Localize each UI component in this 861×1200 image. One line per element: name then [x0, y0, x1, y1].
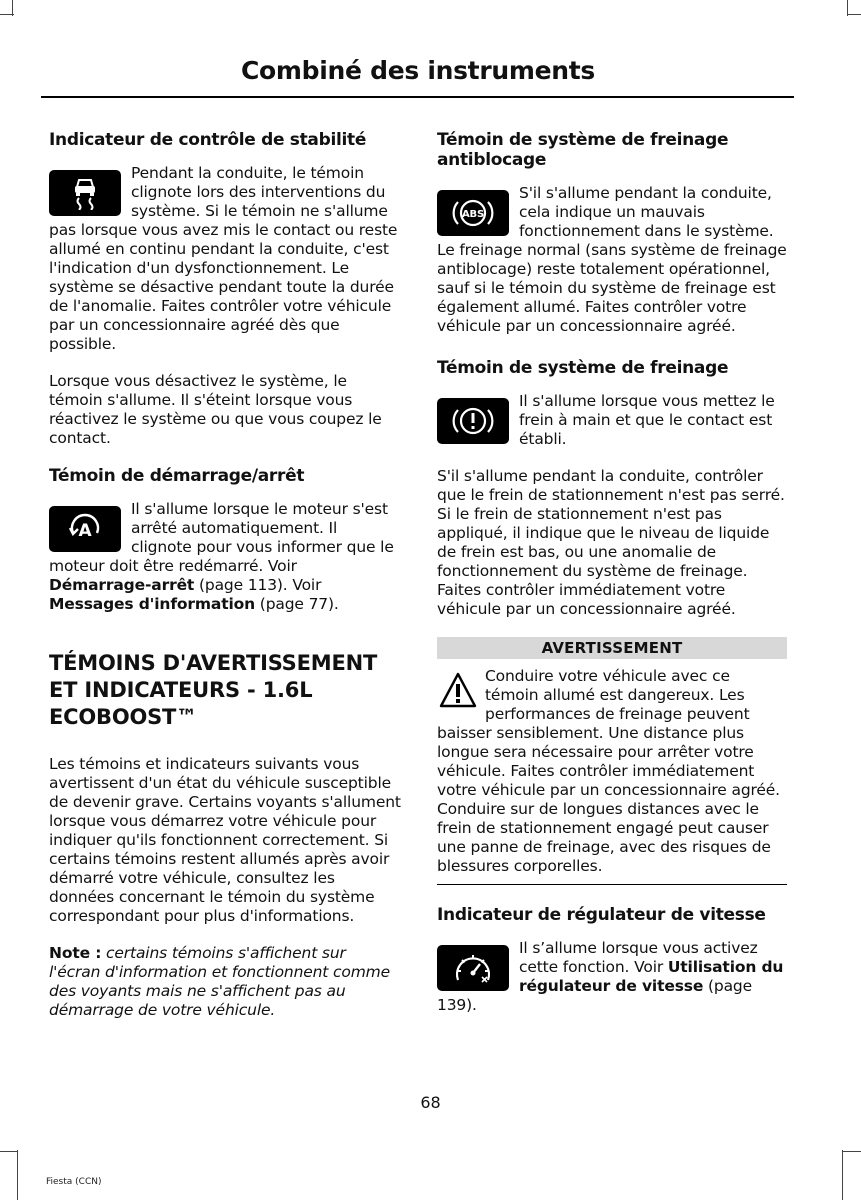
note — [49, 944, 401, 1020]
header-rule — [41, 96, 794, 98]
stability-control-icon — [49, 170, 121, 216]
startstop-heading: Témoin de démarrage/arrêt — [49, 466, 305, 486]
cruise-heading: Indicateur de régulateur de vitesse — [437, 905, 766, 925]
warning-box — [437, 667, 787, 876]
startstop-text-a: Il s'allume lorsque le moteur s'est arrêté automatiquement. Il clignote pour vous informer que le moteur doit être redémarré. Voir — [49, 500, 394, 575]
crop-mark — [0, 14, 14, 15]
abs-paragraph — [437, 184, 787, 336]
link-messages-information[interactable]: Messages d'information — [49, 595, 256, 613]
warning-triangle-icon — [439, 671, 477, 711]
svg-text:A: A — [78, 521, 92, 541]
page-number: 68 — [420, 1093, 441, 1112]
brake-text-2: S'il s'allume pendant la conduite, contrôler que le frein de stationnement n'est pas serré. Si le frein de stationnement n'est pas appliqué, il indique que le niveau de liquide de frein est bas, ou une anomalie de fonctionnement du système de freinage. Faites contrôler immédiatement votre véhicule par un concessionnaire agréé. — [437, 467, 785, 618]
warning-rule — [437, 884, 787, 885]
abs-icon-label: ABS — [461, 209, 485, 220]
stability-paragraph — [49, 164, 401, 354]
abs-heading: Témoin de système de freinage antiblocage — [437, 130, 729, 170]
cruise-text-a: Il s’allume lorsque vous activez cette fonction. Voir — [519, 939, 758, 976]
startstop-text-c: (page 77). — [255, 595, 339, 613]
abs-icon — [437, 190, 509, 236]
startstop-paragraph — [49, 500, 401, 614]
brake-heading: Témoin de système de freinage — [437, 358, 729, 378]
link-regulateur-vitesse[interactable]: Utilisation du régulateur de vitesse — [519, 958, 784, 995]
crop-mark — [842, 1150, 843, 1200]
stability-text-2: Lorsque vous désactivez le système, le témoin s'allume. Il s'éteint lorsque vous réactivez le système ou que vous coupez le contact. — [49, 372, 382, 447]
cruise-control-icon — [437, 945, 509, 991]
page-title: Combiné des instruments — [241, 56, 595, 85]
note-text: certains témoins s'affichent sur l'écran d'information et fonctionnent comme des voyants mais ne s'affichent pas au démarrage de votre véhicule. — [49, 944, 390, 1019]
section-text: Les témoins et indicateurs suivants vous avertissent d'un état du véhicule susceptible de devenir grave. Certains voyants s'allument lorsque vous démarrez votre véhicule pour indiquer qu'ils fonctionnent correctement. Si certains témoins restent allumés après avoir démarré votre véhicule, consultez les données concernant le témoin du système correspondant pour plus d'informations. — [49, 755, 401, 925]
cruise-paragraph — [437, 939, 787, 1015]
link-demarrage-arret[interactable]: Démarrage-arrêt — [49, 576, 195, 594]
crop-mark — [0, 1151, 18, 1152]
abs-text: S'il s'allume pendant la conduite, cela indique un mauvais fonctionnement dans le système. Le freinage normal (sans système de freinage antiblocage) reste totalement opérationnel, sauf si le témoin du système de freinage est également allumé. Faites contrôler votre véhicule par un concessionnaire agréé. — [437, 184, 787, 335]
brake-text: Il s'allume lorsque vous mettez le frein à main et que le contact est établi. — [519, 392, 775, 448]
stability-text: Pendant la conduite, le témoin clignote lors des interventions du système. Si le témoin ne s'allume pas lorsque vous avez mis le contact ou reste allumé en continu pendant la conduite, c'est l'indication d'un dysfonctionnement. Le système se désactive pendant toute la durée de l'anomalie. Faites contrôler votre véhicule par un concessionnaire agréé dès que possible. — [49, 164, 398, 353]
warning-header: AVERTISSEMENT — [437, 637, 787, 659]
brake-paragraph — [437, 392, 787, 449]
left-column — [49, 130, 401, 1038]
startstop-text-b: (page 113). Voir — [194, 576, 322, 594]
brake-warning-icon — [437, 398, 509, 444]
footer-model: Fiesta (CCN) — [46, 1177, 102, 1187]
crop-mark — [842, 1151, 861, 1152]
warning-text: Conduire votre véhicule avec ce témoin allumé est dangereux. Les performances de freinage peuvent baisser sensiblement. Une distance plus longue sera nécessaire pour arrêter votre véhicule. Faites contrôler immédiatement votre véhicule par un concessionnaire agréé. Conduire sur de longues distances avec le frein de stationnement engagé peut causer une panne de freinage, avec des risques de blessures corporelles. — [437, 667, 780, 875]
crop-mark — [17, 1150, 18, 1200]
stability-heading: Indicateur de contrôle de stabilité — [49, 130, 367, 150]
right-column — [437, 130, 787, 1033]
cruise-text-b: (page 139). — [437, 977, 753, 1014]
crop-mark — [847, 14, 861, 15]
auto-start-stop-icon — [49, 506, 121, 552]
section-heading: TÉMOINS D'AVERTISSEMENT ET INDICATEURS - 1.6L ECOBOOST™ — [49, 651, 378, 729]
note-label: Note : — [49, 944, 102, 962]
